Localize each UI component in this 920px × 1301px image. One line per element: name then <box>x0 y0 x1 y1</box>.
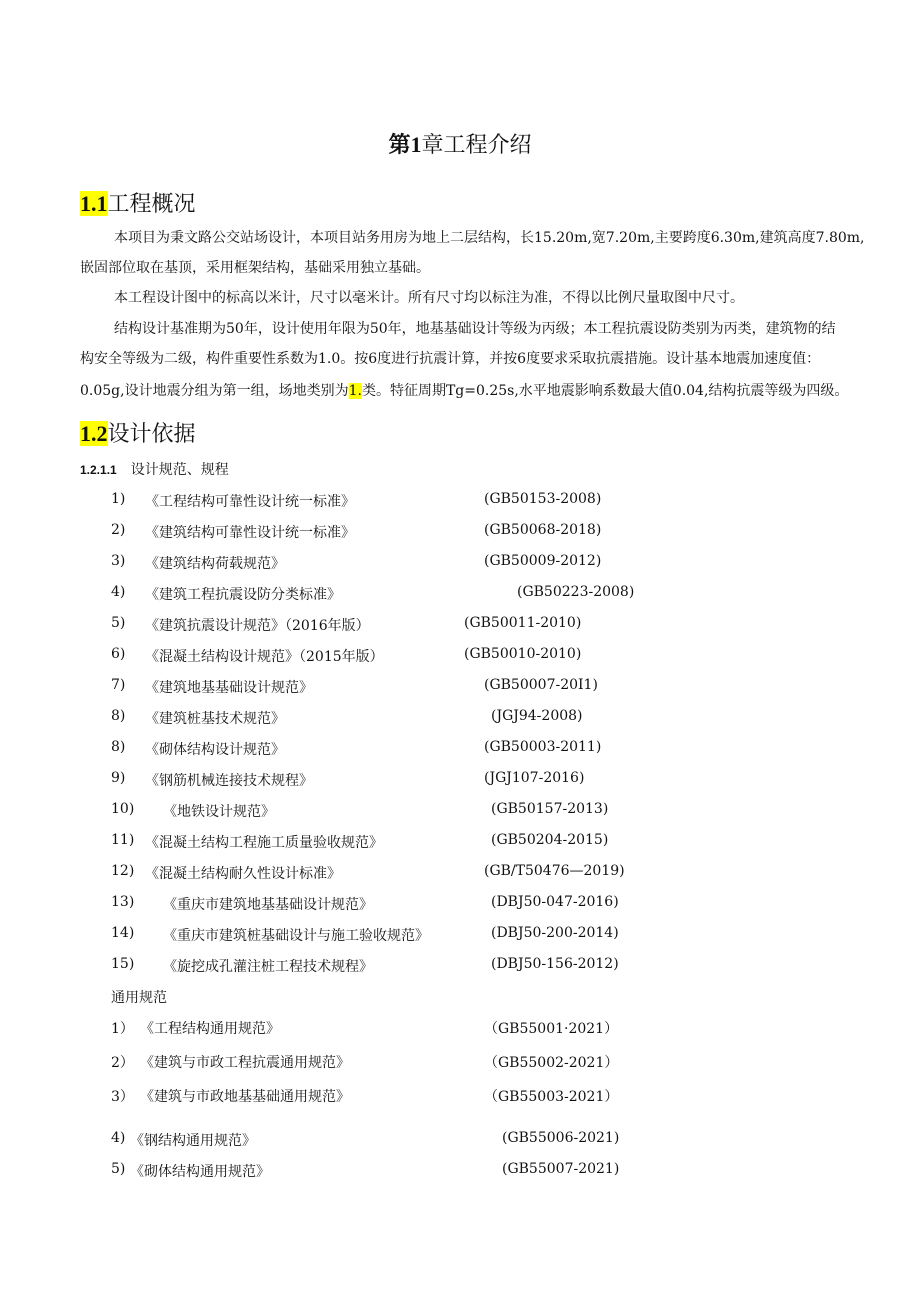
list-item-code: (GB50003-2011) <box>484 739 602 755</box>
list-item-number: 2) <box>111 522 126 538</box>
paragraph-1-line-1: 本项目为秉文路公交站场设计，本项目站务用房为地上二层结构，长15.20m,宽7.20m,主要跨度6.30m,建筑高度7.80m, <box>114 230 865 246</box>
list-item-code: (GB/T50476—2019) <box>484 863 625 879</box>
chapter-number: 第1 <box>388 132 422 157</box>
list-item-name: 《建筑抗震设计规范》（2016年版） <box>145 618 370 634</box>
list-item-number: 9) <box>111 770 126 786</box>
list-item-code: (GB55006-2021) <box>502 1130 620 1146</box>
list-item-number: 1) <box>111 491 126 507</box>
list-item-code: (GB50007-20I1) <box>484 677 598 693</box>
list-item-code: (JGJ107-2016) <box>484 770 585 786</box>
section-number: 1.2 <box>80 421 108 446</box>
subsection-number: 1.2.1.1 <box>80 463 117 477</box>
paragraph-3-line-3-text-a: 0.05g,设计地震分组为第一组，场地类别为 <box>80 383 349 399</box>
list-item-code: （GB55002-2021） <box>484 1055 619 1071</box>
list-item-code: (GB50223-2008) <box>517 584 635 600</box>
list-item-number: 4) <box>111 1130 126 1146</box>
list-item-number: 3) <box>111 553 126 569</box>
list-item-name: 《砌体结构设计规范》 <box>145 742 285 758</box>
list-item-name: 《旋挖成孔灌注桩工程技术规程》 <box>163 959 373 975</box>
section-heading-1-2 <box>80 417 196 448</box>
list-item-name: 《建筑结构可靠性设计统一标准》 <box>145 525 355 541</box>
list-item-name: 《重庆市建筑地基基础设计规范》 <box>163 897 373 913</box>
list-item-name: 《混凝土结构设计规范》（2015年版） <box>145 649 384 665</box>
list-item-code: (JGJ94-2008) <box>491 708 583 724</box>
section-title: 设计依据 <box>107 422 196 447</box>
general-codes-title: 通用规范 <box>111 990 167 1006</box>
list-item-code: （GB55003-2021） <box>484 1089 619 1105</box>
list-item-code: (GB50204-2015) <box>491 832 609 848</box>
chapter-title-text: 章工程介绍 <box>421 133 532 158</box>
subsection-heading <box>80 459 229 479</box>
list-item-code: (GB50009-2012) <box>484 553 602 569</box>
paragraph-3-line-3-text-b: 类。特征周期Tg=0.25s,水平地震影响系数最大值0.04,结构抗震等级为四级。 <box>361 383 849 399</box>
list-item-name: 《建筑工程抗震设防分类标准》 <box>145 587 341 603</box>
list-item-name: 《钢筋机械连接技术规程》 <box>145 773 313 789</box>
list-item-number: 1） <box>111 1021 134 1037</box>
list-item-code: (DBJ50-156-2012) <box>491 956 619 972</box>
list-item-name: 《地铁设计规范》 <box>163 804 275 820</box>
paragraph-1-line-2: 嵌固部位取在基顶，采用框架结构，基础采用独立基础。 <box>80 260 430 276</box>
list-item-number: 5) <box>111 615 126 631</box>
list-item-number: 3） <box>111 1089 134 1105</box>
list-item-number: 6) <box>111 646 126 662</box>
section-heading-1-1 <box>80 187 196 218</box>
paragraph-3-line-2: 构安全等级为二级，构件重要性系数为1.0。按6度进行抗震计算，并按6度要求采取抗震措施。设计基本地震加速度值： <box>80 351 821 367</box>
list-item-code: (DBJ50-200-2014) <box>491 925 619 941</box>
paragraph-2: 本工程设计图中的标高以米计，尺寸以毫米计。所有尺寸均以标注为准，不得以比例尺量取图中尺寸。 <box>114 290 744 306</box>
list-item-name: 《钢结构通用规范》 <box>130 1133 256 1149</box>
list-item-name: 《建筑与市政工程抗震通用规范》 <box>140 1055 350 1071</box>
list-item-code: (GB50157-2013) <box>491 801 609 817</box>
list-item-name: 《混凝土结构耐久性设计标准》 <box>145 866 341 882</box>
chapter-title <box>0 128 920 159</box>
list-item-number: 12) <box>111 863 135 879</box>
list-item-name: 《混凝土结构工程施工质量验收规范》 <box>145 835 383 851</box>
list-item-number: 4) <box>111 584 126 600</box>
list-item-name: 《建筑结构荷载规范》 <box>145 556 285 572</box>
list-item-name: 《工程结构通用规范》 <box>140 1021 280 1037</box>
list-item-number: 2） <box>111 1055 134 1071</box>
list-item-name: 《工程结构可靠性设计统一标准》 <box>145 494 355 510</box>
list-item-number: 13) <box>111 894 135 910</box>
section-title: 工程概况 <box>107 192 196 217</box>
section-number: 1.1 <box>80 191 108 216</box>
list-item-code: (DBJ50-047-2016) <box>491 894 619 910</box>
list-item-code: (GB50068-2018) <box>484 522 602 538</box>
list-item-name: 《重庆市建筑桩基础设计与施工验收规范》 <box>163 928 429 944</box>
list-item-name: 《建筑桩基技术规范》 <box>145 711 285 727</box>
list-item-number: 8) <box>111 739 126 755</box>
highlighted-site-class: 1. <box>348 383 362 399</box>
subsection-title: 设计规范、规程 <box>130 462 229 478</box>
list-item-code: (GB50010-2010) <box>464 646 582 662</box>
list-item-name: 《砌体结构通用规范》 <box>130 1164 270 1180</box>
paragraph-3-line-1: 结构设计基准期为50年，设计使用年限为50年，地基基础设计等级为丙级；本工程抗震设防类别为丙类，建筑物的结 <box>114 321 836 337</box>
list-item-number: 11) <box>111 832 135 848</box>
list-item-code: (GB50153-2008) <box>484 491 602 507</box>
list-item-number: 5) <box>111 1161 126 1177</box>
list-item-number: 15) <box>111 956 135 972</box>
list-item-name: 《建筑与市政地基基础通用规范》 <box>140 1089 350 1105</box>
list-item-number: 8) <box>111 708 126 724</box>
paragraph-3-line-3 <box>80 382 848 400</box>
list-item-number: 7) <box>111 677 126 693</box>
list-item-number: 14) <box>111 925 135 941</box>
list-item-code: (GB50011-2010) <box>464 615 582 631</box>
list-item-name: 《建筑地基基础设计规范》 <box>145 680 313 696</box>
list-item-code: (GB55007-2021) <box>502 1161 620 1177</box>
list-item-code: （GB55001·2021） <box>484 1021 619 1037</box>
list-item-number: 10) <box>111 801 135 817</box>
